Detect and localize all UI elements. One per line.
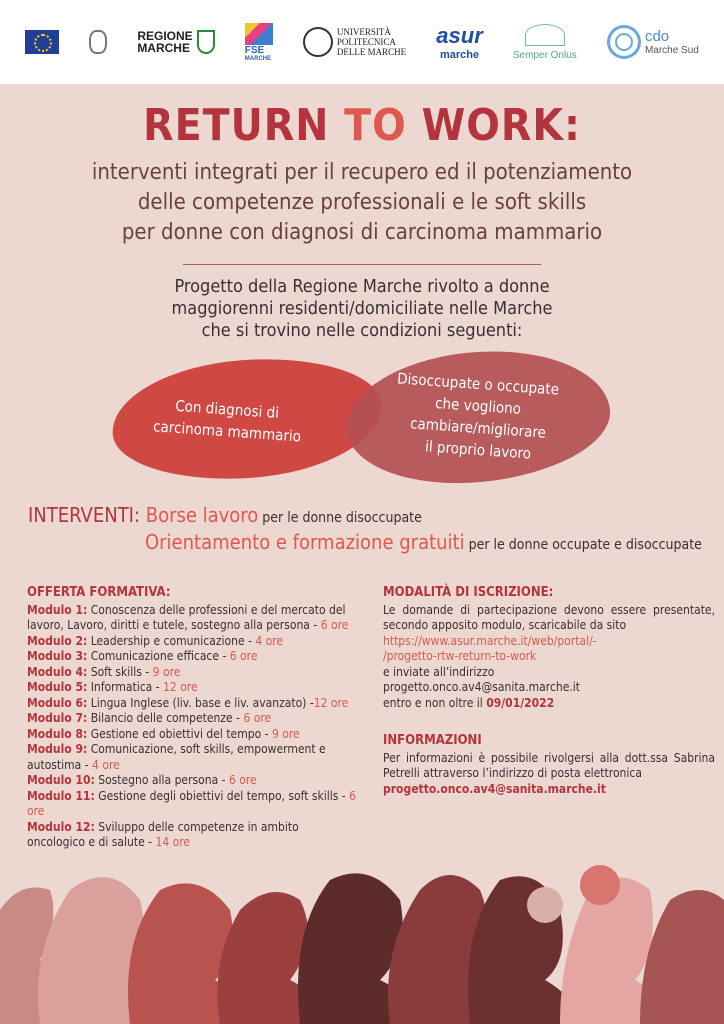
module-text: Comunicazione, soft skills, empowerment e autostima - — [27, 742, 326, 772]
module-item — [27, 603, 357, 634]
module-label: Modulo 5: — [27, 680, 88, 694]
module-label: Modulo 6: — [27, 695, 88, 710]
intervento-orientamento: Orientamento e formazione gratuiti — [145, 530, 465, 554]
module-text: Gestione degli obiettivi del tempo, soft skills - — [94, 788, 350, 803]
fse-mark-icon — [245, 23, 273, 45]
module-hours: 6 ore — [243, 711, 272, 725]
module-hours: 12 ore — [313, 695, 349, 710]
module-text: Sostegno alla persona - — [94, 773, 229, 787]
module-text: Soft skills - — [87, 664, 153, 679]
info-text: Per informazioni è possibile rivolgersi alla dott.ssa Sabrina Petrelli attraverso l’indirizzo di posta elettronica — [383, 750, 715, 780]
section-heading: OFFERTA FORMATIVA: — [27, 585, 171, 600]
subtitle-line: delle competenze professionali e le soft skills — [137, 190, 587, 215]
module-text: Comunicazione efficace - — [87, 649, 230, 663]
condition-line: carcinoma mammario — [152, 417, 302, 446]
intervento-note: per le donne occupate e disoccupate — [464, 537, 702, 553]
silhouettes — [0, 865, 724, 1024]
title-part: RETURN — [143, 100, 345, 151]
module-text: Informatica - — [87, 680, 164, 694]
intro-line: maggiorenni residenti/domiciliate nelle Marche — [171, 298, 553, 319]
turtle-icon — [525, 24, 565, 46]
logo-text: POLITECNICA — [336, 37, 396, 47]
emblem-icon — [89, 30, 107, 54]
intro-line: Progetto della Regione Marche rivolto a donne — [174, 276, 550, 297]
seal-icon — [303, 27, 333, 57]
module-hours: 9 ore — [271, 726, 300, 741]
module-label: Modulo 1: — [27, 602, 88, 617]
logo-text: REGIONE — [137, 29, 193, 43]
module-label: Modulo 11: — [27, 788, 95, 803]
women-silhouettes-illustration — [0, 850, 724, 1024]
module-text: Sviluppo delle competenze in ambito oncologico e di salute - — [27, 819, 299, 849]
interventi-line-2 — [145, 530, 702, 554]
title-part: TO — [344, 100, 407, 151]
module-text: Lingua Inglese (liv. base e liv. avanzato) - — [87, 695, 314, 710]
iscrizione-link[interactable]: /progetto-rtw-return-to-work — [383, 649, 537, 663]
condition-line: Con diagnosi di — [174, 396, 280, 422]
eu-flag-icon — [25, 30, 59, 54]
fse-logo — [245, 23, 273, 62]
module-hours: 14 ore — [155, 835, 191, 849]
italy-emblem — [89, 30, 107, 54]
module-hours: 12 ore — [163, 680, 198, 694]
asur-logo — [436, 23, 482, 61]
info-email[interactable]: progetto.onco.av4@sanita.marche.it — [383, 781, 606, 796]
module-label: Modulo 12: — [27, 819, 95, 834]
logo-text: DELLE MARCHE — [336, 47, 407, 57]
iscrizione-email[interactable]: progetto.onco.av4@sanita.marche.it — [383, 680, 581, 694]
logo-text: Marche Sud — [644, 45, 699, 56]
iscrizione-text: entro e non oltre il — [383, 695, 487, 710]
condition-line: cambiare/migliorare — [409, 414, 547, 442]
eu-logo — [25, 30, 59, 54]
module-hours: 4 ore — [92, 757, 120, 772]
module-item — [27, 665, 357, 681]
module-item — [27, 820, 357, 851]
interventi-line-1 — [28, 503, 422, 527]
module-text: Gestione ed obiettivi del tempo - — [87, 726, 272, 741]
iscrizione-link[interactable]: https://www.asur.marche.it/web/portal/- — [383, 633, 597, 648]
spiral-icon — [607, 25, 641, 59]
logo-text: cdo — [644, 28, 670, 45]
logo-text: MARCHE — [137, 41, 190, 55]
module-label: Modulo 2: — [27, 633, 88, 648]
module-hours: 6 ore — [320, 618, 349, 632]
intervento-borse: Borse lavoro — [145, 503, 259, 527]
subtitle — [0, 158, 724, 248]
regione-marche-logo — [137, 30, 214, 54]
module-text: Conoscenza delle professioni e del mercato del lavoro, Lavoro, diritti e tutele, sostegno alla persona - — [27, 602, 346, 632]
condition-employment — [340, 339, 616, 496]
logo-text: Semper Onlus — [512, 49, 577, 61]
iscrizione-text: e inviate all’indirizzo — [383, 664, 495, 679]
shield-icon — [197, 30, 215, 54]
subtitle-line: interventi integrati per il recupero ed il potenziamento — [91, 160, 633, 185]
module-hours: 6 ore — [229, 649, 258, 663]
module-label: Modulo 10: — [27, 773, 95, 787]
logo-text: MARCHE — [244, 55, 272, 62]
module-text: Bilancio delle competenze - — [87, 711, 244, 725]
logo-bar — [0, 0, 724, 84]
page-title — [0, 100, 724, 151]
module-item — [27, 789, 357, 820]
module-hours: 4 ore — [255, 633, 284, 648]
title-part: WORK: — [406, 100, 581, 151]
module-label: Modulo 4: — [27, 664, 88, 679]
modalita-iscrizione — [383, 585, 715, 797]
intro — [0, 276, 724, 342]
offerta-formativa — [27, 585, 357, 851]
deadline: 09/01/2022 — [486, 695, 555, 710]
module-hours: 6 ore — [27, 788, 357, 818]
module-hours: 9 ore — [152, 664, 181, 679]
univpm-logo — [303, 27, 406, 57]
cdo-logo — [607, 25, 699, 59]
module-item — [27, 711, 357, 727]
interventi-label: INTERVENTI: — [28, 503, 146, 527]
module-item — [27, 649, 357, 665]
module-label: Modulo 9: — [27, 742, 88, 756]
module-label: Modulo 3: — [27, 649, 88, 663]
condition-line: che vogliono — [434, 394, 522, 418]
logo-text: asur — [436, 23, 483, 48]
module-item — [27, 680, 357, 696]
subtitle-line: per donne con diagnosi di carcinoma mammario — [121, 220, 603, 245]
logo-text: FSE — [244, 44, 265, 56]
module-hours: 6 ore — [228, 773, 257, 787]
logo-text: UNIVERSITÀ — [336, 27, 391, 37]
condition-diagnosis — [108, 351, 386, 488]
module-item — [27, 773, 357, 789]
section-heading: INFORMAZIONI — [383, 733, 482, 748]
module-text: Leadership e comunicazione - — [87, 633, 256, 648]
logo-text: marche — [439, 49, 480, 61]
intervento-note: per le donne disoccupate — [258, 510, 422, 526]
module-item — [27, 634, 357, 650]
semper-onlus-logo — [513, 24, 577, 61]
divider — [183, 264, 541, 265]
section-heading: MODALITÀ DI ISCRIZIONE: — [383, 585, 554, 600]
condition-line: il proprio lavoro — [424, 437, 532, 463]
module-item — [27, 696, 357, 712]
intro-line: che si trovino nelle condizioni seguenti: — [201, 320, 523, 341]
module-label: Modulo 7: — [27, 711, 88, 725]
condition-line: Disoccupate o occupate — [396, 369, 560, 399]
module-item — [27, 727, 357, 743]
iscrizione-text: Le domande di partecipazione devono essere presentate, secondo apposito modulo, scaricabile da sito — [383, 602, 715, 632]
module-label: Modulo 8: — [27, 726, 88, 741]
module-item — [27, 742, 357, 773]
